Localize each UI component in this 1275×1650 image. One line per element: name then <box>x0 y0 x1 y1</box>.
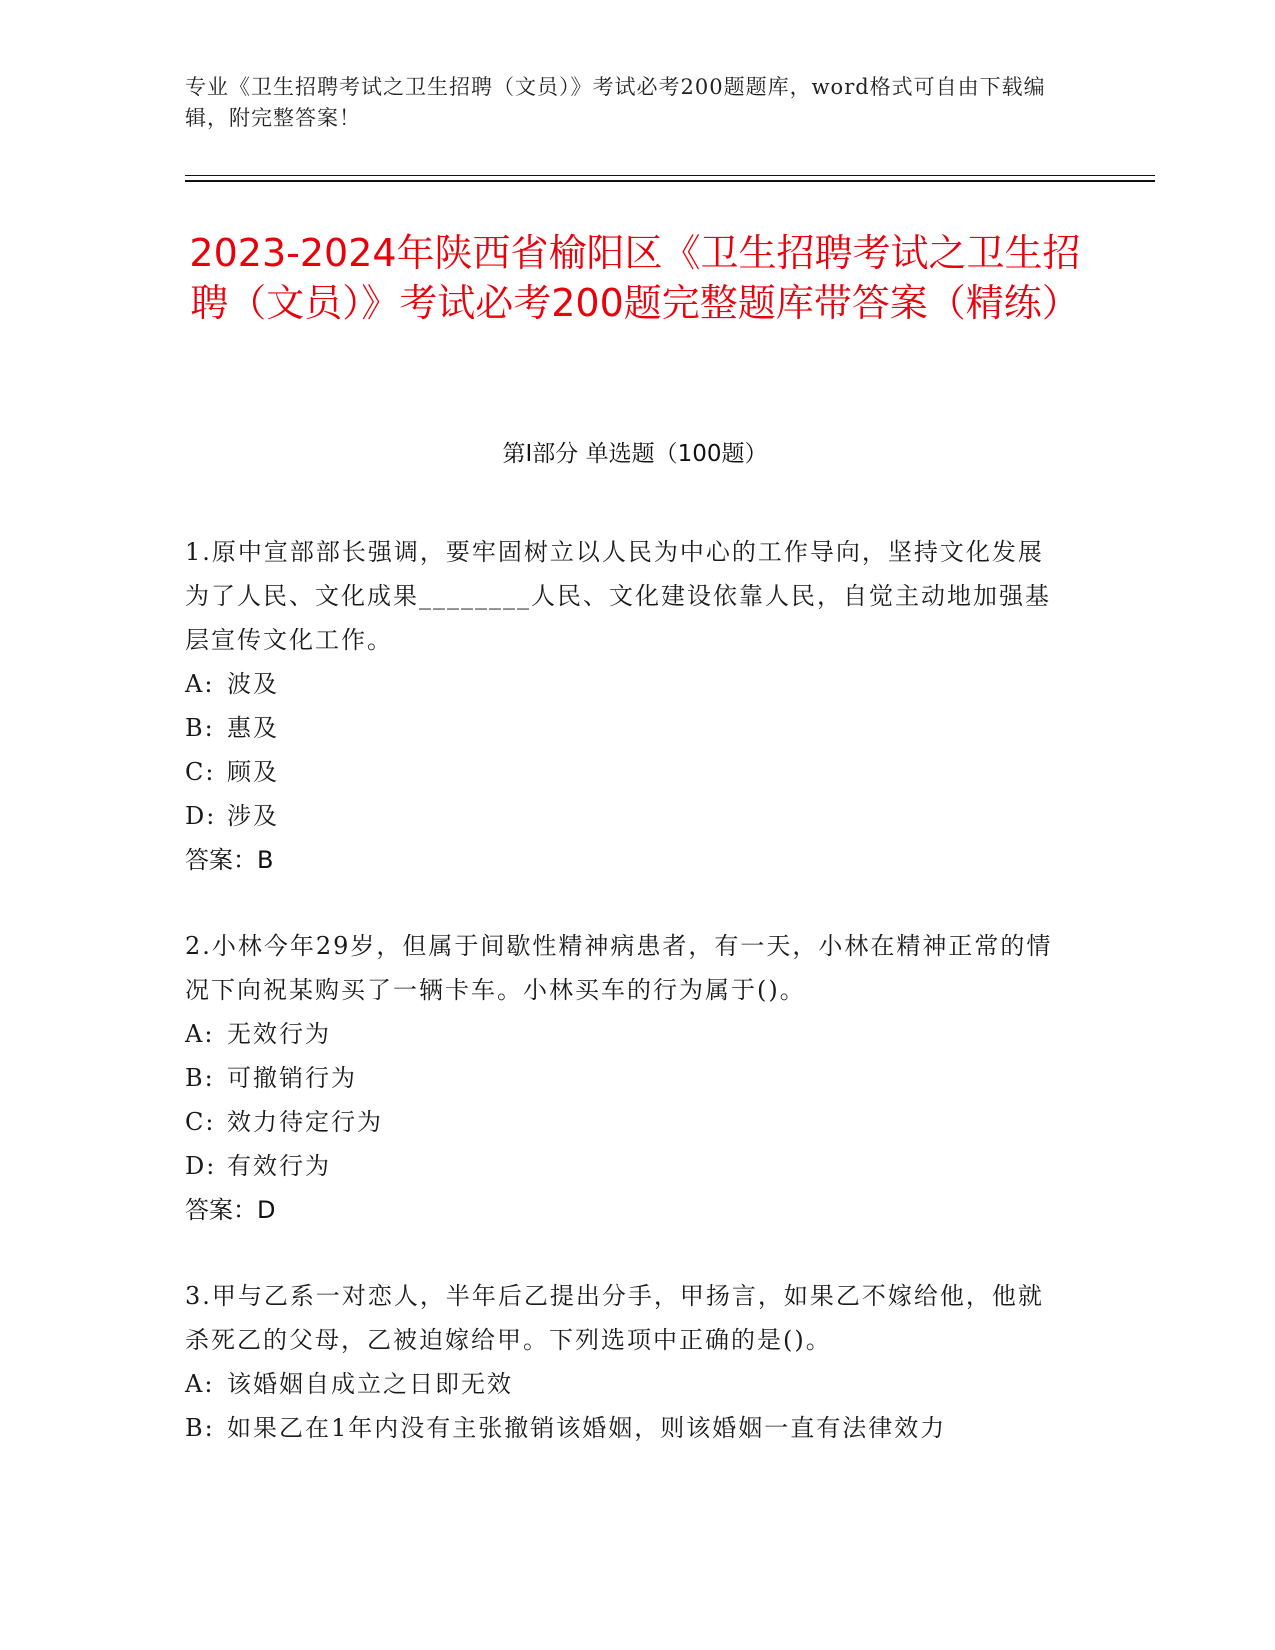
option-c <box>185 750 1065 794</box>
answer-line: 答案：B <box>185 846 274 874</box>
question-list <box>185 530 1065 1492</box>
question-2 <box>185 924 1065 1232</box>
question-stem: 2.小林今年29岁，但属于间歇性精神病患者，有一天，小林在精神正常的情况下向祝某购买了一辆卡车。小林买车的行为属于()。 <box>185 932 1053 1004</box>
question-1 <box>185 530 1065 882</box>
option-key: D: <box>185 1152 217 1180</box>
option-key: A: <box>185 1370 215 1398</box>
option-text: 可撤销行为 <box>227 1064 357 1092</box>
option-d <box>185 794 1065 838</box>
option-text: 顾及 <box>227 758 279 786</box>
option-list <box>185 1362 1065 1450</box>
option-key: B: <box>185 714 215 742</box>
option-text: 该婚姻自成立之日即无效 <box>227 1370 513 1398</box>
option-list <box>185 662 1065 838</box>
option-a <box>185 1012 1065 1056</box>
header-note: 专业《卫生招聘考试之卫生招聘（文员）》考试必考200题题库，word格式可自由下载编辑，附完整答案！ <box>185 75 1046 130</box>
header-rule-thick <box>185 180 1155 182</box>
option-key: B: <box>185 1064 215 1092</box>
section-heading: 第I部分 单选题（100题） <box>502 441 768 467</box>
option-text: 效力待定行为 <box>227 1108 383 1136</box>
option-key: B: <box>185 1414 215 1442</box>
option-key: A: <box>185 1020 215 1048</box>
question-stem: 1.原中宣部部长强调，要牢固树立以人民为中心的工作导向，坚持文化发展为了人民、文化成果________人民、文化建设依靠人民，自觉主动地加强基层宣传文化工作。 <box>185 538 1051 654</box>
option-d <box>185 1144 1065 1188</box>
option-a <box>185 1362 1065 1406</box>
option-b <box>185 706 1065 750</box>
option-text: 有效行为 <box>227 1152 331 1180</box>
option-key: A: <box>185 670 215 698</box>
document-title: 2023-2024年陕西省榆阳区《卫生招聘考试之卫生招聘（文员）》考试必考200题完整题库带答案（精练） <box>189 231 1081 325</box>
question-3 <box>185 1274 1065 1450</box>
option-b <box>185 1056 1065 1100</box>
option-text: 惠及 <box>227 714 279 742</box>
answer-line: 答案：D <box>185 1196 276 1224</box>
option-list <box>185 1012 1065 1188</box>
option-a <box>185 662 1065 706</box>
option-text: 波及 <box>227 670 279 698</box>
option-text: 无效行为 <box>227 1020 331 1048</box>
option-b <box>185 1406 1065 1450</box>
option-text: 如果乙在1年内没有主张撤销该婚姻，则该婚姻一直有法律效力 <box>227 1414 947 1442</box>
option-key: C: <box>185 758 216 786</box>
header-rule-thin <box>185 175 1155 176</box>
option-key: C: <box>185 1108 216 1136</box>
question-stem: 3.甲与乙系一对恋人，半年后乙提出分手，甲扬言，如果乙不嫁给他，他就杀死乙的父母，乙被迫嫁给甲。下列选项中正确的是()。 <box>185 1282 1044 1354</box>
option-c <box>185 1100 1065 1144</box>
option-key: D: <box>185 802 217 830</box>
option-text: 涉及 <box>227 802 279 830</box>
